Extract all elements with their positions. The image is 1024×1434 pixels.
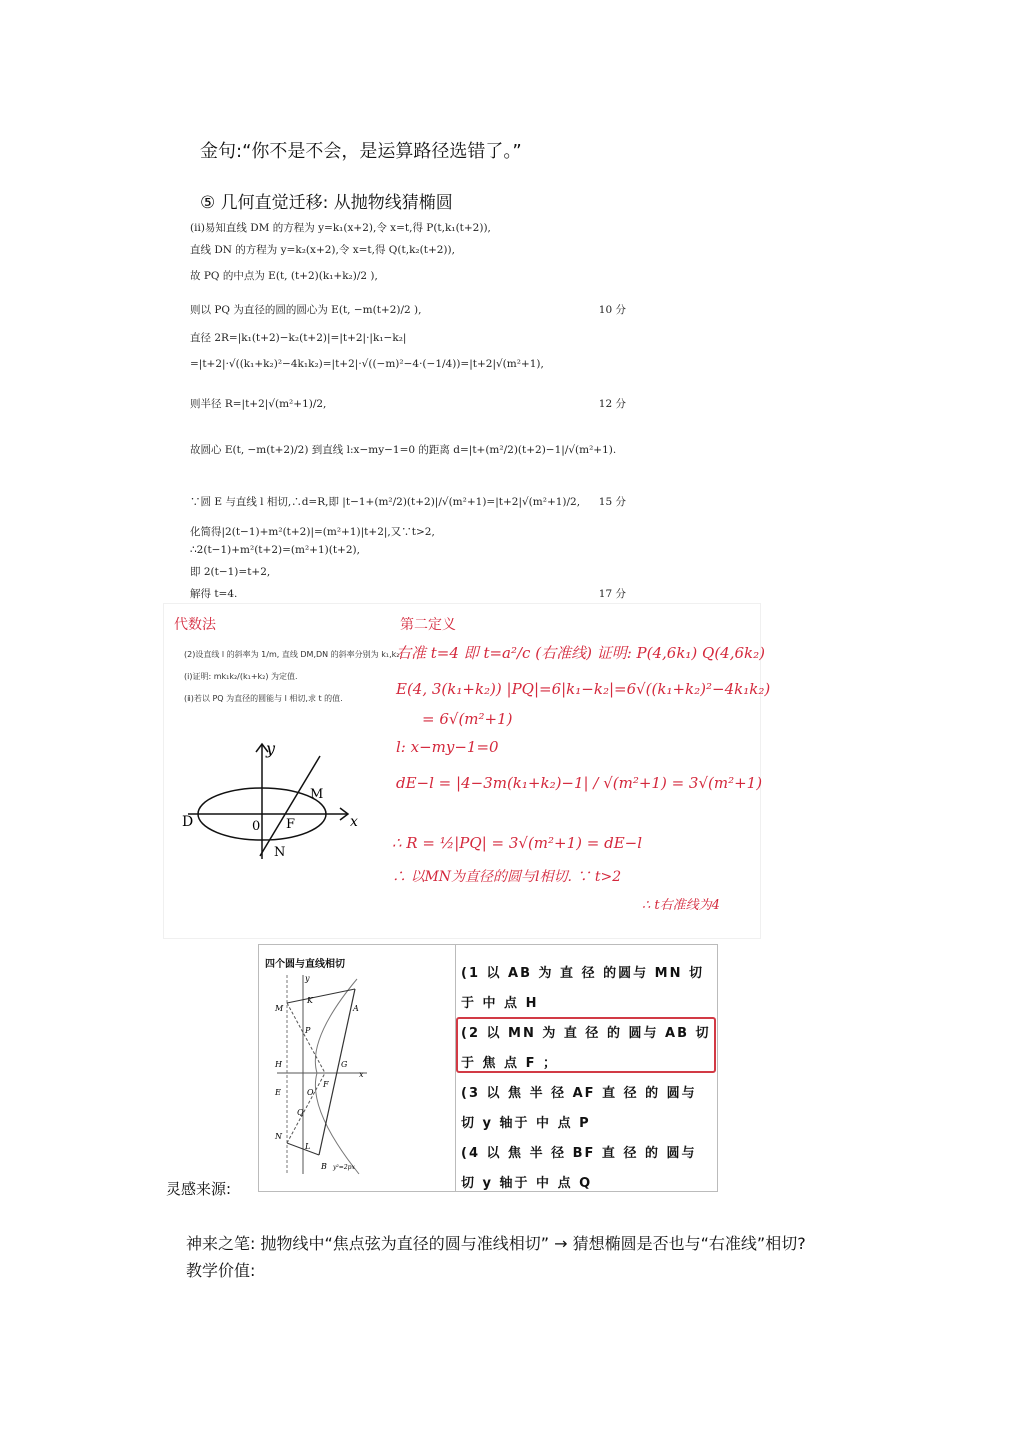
- diagram-label: L: [305, 1142, 311, 1151]
- point-label-m: M: [310, 787, 324, 802]
- golden-quote: 金句:“你不是不会，是运算路径选错了。”: [200, 141, 522, 162]
- handwriting-line: l: x−my−1=0: [396, 738, 499, 756]
- diagram-label: A: [353, 1004, 359, 1013]
- brilliant-idea-note: 神来之笔: 抛物线中“焦点弦为直径的圆与准线相切” → 猜想椭圆是否也与“右准线”相切?: [186, 1234, 806, 1253]
- section-heading: ⑤ 几何直觉迁移: 从抛物线猜椭圆: [200, 193, 453, 213]
- segment-ma: [287, 989, 355, 1003]
- solution-line: 直线 DN 的方程为 y=k₂(x+2),令 x=t,得 Q(t,k₂(t+2)),: [190, 244, 455, 256]
- focal-chord: [319, 989, 355, 1155]
- focus-label: F: [286, 817, 296, 832]
- table-left-title: 四个圆与直线相切: [265, 959, 345, 970]
- solution-line: 则以 PQ 为直径的圆的圆心为 E(t, −m(t+2)/2 ),: [190, 304, 422, 316]
- point-label-d: D: [182, 814, 194, 830]
- handwriting-line: 右准 t=4 即 t=a²/c (右准线) 证明: P(4,6k₁) Q(4,6k₂): [396, 644, 765, 662]
- problem-line: (2)设直线 l 的斜率为 1/m, 直线 DM,DN 的斜率分别为 k₁,k₂.: [184, 650, 402, 659]
- solution-line: 化简得|2(t−1)+m²(t+2)|=(m²+1)|t+2|,又∵t>2,: [190, 526, 435, 538]
- handwriting-line: ∴ t右准线为4: [642, 898, 720, 913]
- axis-label-y: y: [266, 739, 276, 758]
- parabola-diagram: [267, 969, 451, 1181]
- diagram-label: x: [359, 1070, 364, 1079]
- axis-label-x: x: [350, 814, 358, 830]
- origin-label: 0: [252, 819, 261, 834]
- line-l: [260, 756, 320, 856]
- handwritten-card: [164, 604, 771, 938]
- inspiration-source-label: 灵感来源:: [166, 1180, 232, 1198]
- diagram-label: E: [275, 1088, 281, 1097]
- diagram-label: y²=2px: [333, 1164, 355, 1171]
- solution-line: 直径 2R=|k₁(t+2)−k₂(t+2)|=|t+2|·|k₁−k₂|: [190, 332, 407, 344]
- handwriting-line: ∴ 以MN为直径的圆与l相切. ∵ t>2: [392, 869, 622, 885]
- diagram-label: M: [275, 1004, 284, 1013]
- diagram-label: O: [307, 1088, 314, 1097]
- diagram-label: K: [307, 996, 313, 1005]
- handwriting-line: ∴ R = ½|PQ| = 3√(m²+1) = dE−l: [392, 834, 643, 852]
- second-definition-label: 第二定义: [400, 617, 456, 633]
- diagram-label: B: [321, 1162, 327, 1171]
- solution-line: ∵圆 E 与直线 l 相切,∴d=R,即 |t−1+(m²/2)(t+2)|/√(m²+1)=|t+2|√(m²+1)/2,: [190, 496, 581, 508]
- handwriting-line: E(4, 3(k₁+k₂)) |PQ|=6|k₁−k₂|=6√((k₁+k₂)²−4k₁k₂): [396, 680, 771, 698]
- handwriting-line: = 6√(m²+1): [422, 710, 513, 728]
- score-label: 17 分: [598, 588, 626, 600]
- circle-item: (4 以 焦 半 径 BF 直 径 的 圆与 切 y 轴于 中 点 Q: [461, 1146, 697, 1191]
- solution-line: 则半径 R=|t+2|√(m²+1)/2,: [190, 398, 327, 410]
- diagram-label: G: [341, 1060, 348, 1069]
- diagram-label: y: [305, 974, 310, 983]
- circle-item: (3 以 焦 半 径 AF 直 径 的 圆与 切 y 轴于 中 点 P: [461, 1086, 697, 1131]
- score-label: 15 分: [598, 496, 626, 508]
- score-label: 10 分: [598, 304, 626, 316]
- algebra-label: 代数法: [174, 617, 216, 633]
- diagram-label: H: [275, 1060, 282, 1069]
- handwriting-line: dE−l = |4−3m(k₁+k₂)−1| / √(m²+1) = 3√(m²+1): [396, 774, 763, 792]
- problem-line: (ⅰ)证明: mk₁k₂/(k₁+k₂) 为定值.: [184, 672, 298, 681]
- solution-line: ∴2(t−1)+m²(t+2)=(m²+1)(t+2),: [190, 544, 360, 556]
- problem-line: (ⅱ)若以 PQ 为直径的圆能与 l 相切,求 t 的值.: [184, 694, 343, 703]
- solution-line: 故 PQ 的中点为 E(t, (t+2)(k₁+k₂)/2 ),: [190, 270, 378, 282]
- table-right-column: [461, 959, 711, 1199]
- segment-mf: [287, 1003, 325, 1073]
- solution-line: =|t+2|·√((k₁+k₂)²−4k₁k₂)=|t+2|·√((−m)²−4·(−1/4))=|t+2|√(m²+1),: [190, 358, 544, 370]
- point-label-n: N: [274, 845, 286, 860]
- diagram-label: P: [305, 1026, 311, 1035]
- diagram-label: Q: [297, 1108, 304, 1117]
- score-label: 12 分: [598, 398, 626, 410]
- problem-statement: [184, 644, 402, 710]
- circle-item: (1 以 AB 为 直 径 的圆与 MN 切于 中 点 H: [461, 966, 704, 1011]
- circle-item: (2 以 MN 为 直 径 的 圆与 AB 切 于 焦 点 F ；: [461, 1026, 711, 1071]
- circles-table: [258, 944, 718, 1192]
- solution-line: 即 2(t−1)=t+2,: [190, 566, 271, 578]
- teaching-value-label: 教学价值:: [186, 1261, 256, 1280]
- ellipse-diagram: [178, 734, 378, 864]
- diagram-label: N: [275, 1132, 282, 1141]
- solution-line: 解得 t=4.: [190, 588, 238, 600]
- solution-line: (ⅱ)易知直线 DM 的方程为 y=k₁(x+2),令 x=t,得 P(t,k₁(t+2)),: [190, 222, 491, 234]
- diagram-label: F: [323, 1080, 329, 1089]
- printed-solution: [186, 214, 626, 602]
- solution-line: 故圆心 E(t, −m(t+2)/2) 到直线 l:x−my−1=0 的距离 d=|t+(m²/2)(t+2)−1|/√(m²+1).: [190, 444, 617, 456]
